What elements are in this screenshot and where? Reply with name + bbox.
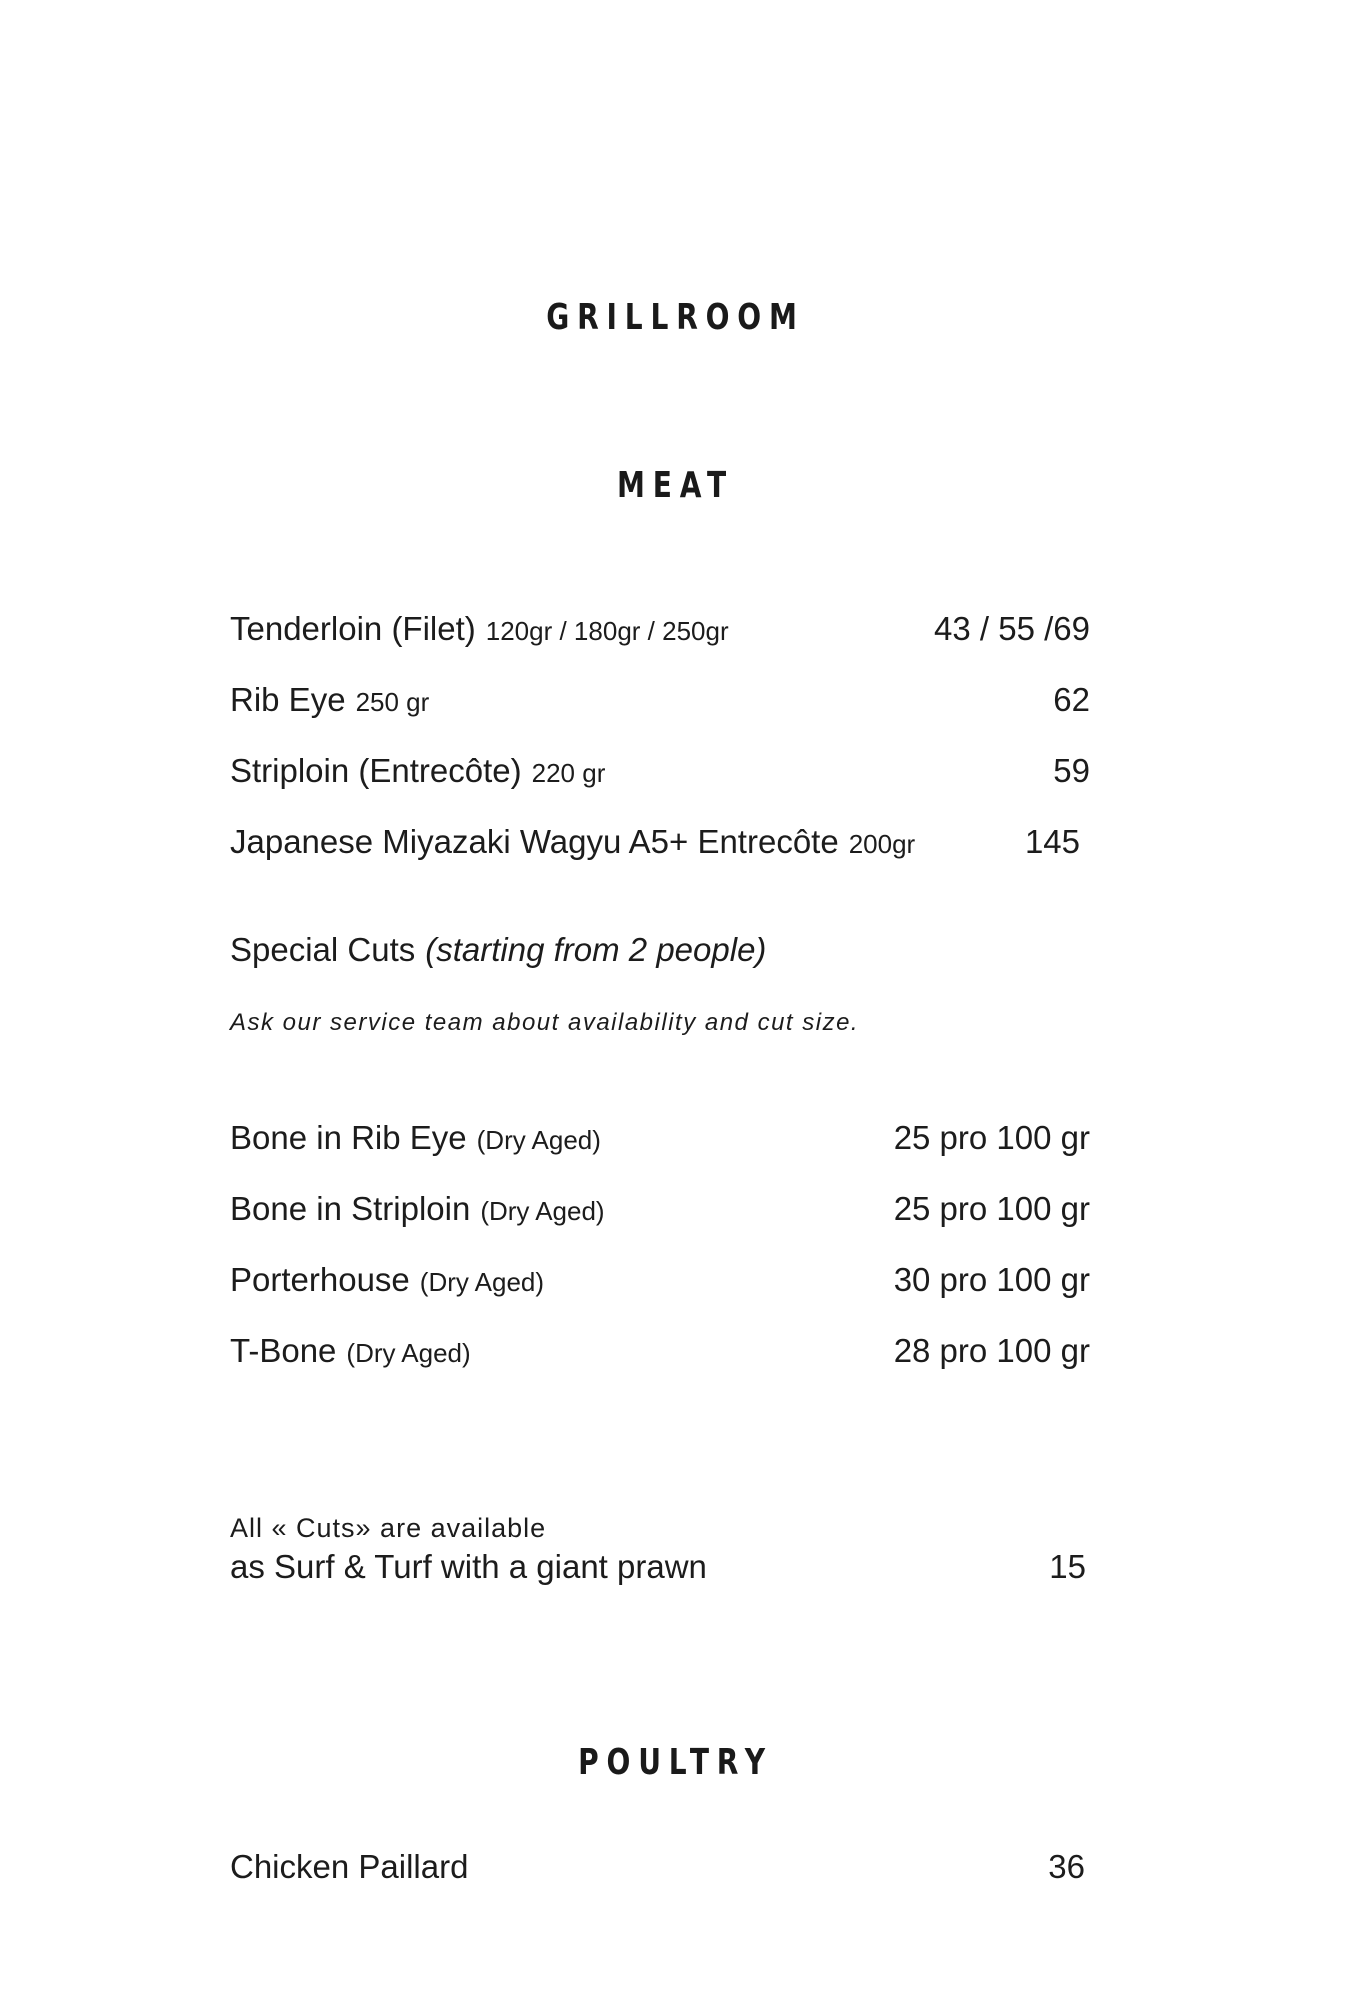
item-detail: (Dry Aged) <box>419 1267 545 1297</box>
item-price: 62 <box>1053 681 1090 718</box>
menu-item <box>230 1842 1085 1892</box>
menu-item <box>230 1326 1090 1376</box>
item-price: 36 <box>1048 1848 1085 1885</box>
special-cuts-note: Ask our service team about availability and cut size. <box>230 1009 860 1036</box>
surf-turf-line1: All « Cuts» are available <box>230 1513 547 1543</box>
item-price: 28 pro 100 gr <box>893 1332 1090 1369</box>
item-detail: (Dry Aged) <box>480 1196 605 1226</box>
special-cuts-label: Special Cuts <box>230 931 416 968</box>
item-price: 145 <box>1024 823 1080 860</box>
item-price: 30 pro 100 gr <box>893 1261 1090 1298</box>
menu-item <box>230 817 1090 867</box>
menu-item <box>230 1184 1090 1234</box>
surf-turf-line2: as Surf & Turf with a giant prawn <box>230 1548 707 1585</box>
special-cuts-title <box>230 925 766 975</box>
page-title: GRILLROOM <box>546 297 805 338</box>
item-name: Chicken Paillard <box>230 1848 469 1885</box>
section-heading-meat: MEAT <box>616 465 735 506</box>
item-weight: 220 gr <box>531 758 606 788</box>
surf-turf-price: 15 <box>1049 1548 1086 1585</box>
item-weight: 250 gr <box>355 687 430 717</box>
item-name: Rib Eye <box>230 681 346 718</box>
item-weight: 200gr <box>848 829 916 859</box>
item-name: Japanese Miyazaki Wagyu A5+ Entrecôte <box>230 823 839 860</box>
item-weight: 120gr / 180gr / 250gr <box>485 616 729 646</box>
menu-item <box>230 746 1090 796</box>
item-name: Bone in Striploin <box>230 1190 471 1227</box>
item-price: 25 pro 100 gr <box>893 1119 1090 1156</box>
menu-item <box>230 675 1090 725</box>
item-name: Porterhouse <box>230 1261 410 1298</box>
item-detail: (Dry Aged) <box>476 1125 601 1155</box>
item-price: 59 <box>1053 752 1090 789</box>
item-detail: (Dry Aged) <box>346 1338 471 1368</box>
menu-item <box>230 1113 1090 1163</box>
menu-item <box>230 604 1090 654</box>
menu-item <box>230 1255 1090 1305</box>
item-name: Striploin (Entrecôte) <box>230 752 522 789</box>
item-name: T-Bone <box>230 1332 337 1369</box>
item-price: 43 / 55 /69 <box>934 610 1090 647</box>
section-heading-poultry: POULTRY <box>578 1742 773 1783</box>
item-name: Tenderloin (Filet) <box>230 610 476 647</box>
item-price: 25 pro 100 gr <box>893 1190 1090 1227</box>
special-cuts-subtitle: (starting from 2 people) <box>425 931 767 968</box>
item-name: Bone in Rib Eye <box>230 1119 467 1156</box>
